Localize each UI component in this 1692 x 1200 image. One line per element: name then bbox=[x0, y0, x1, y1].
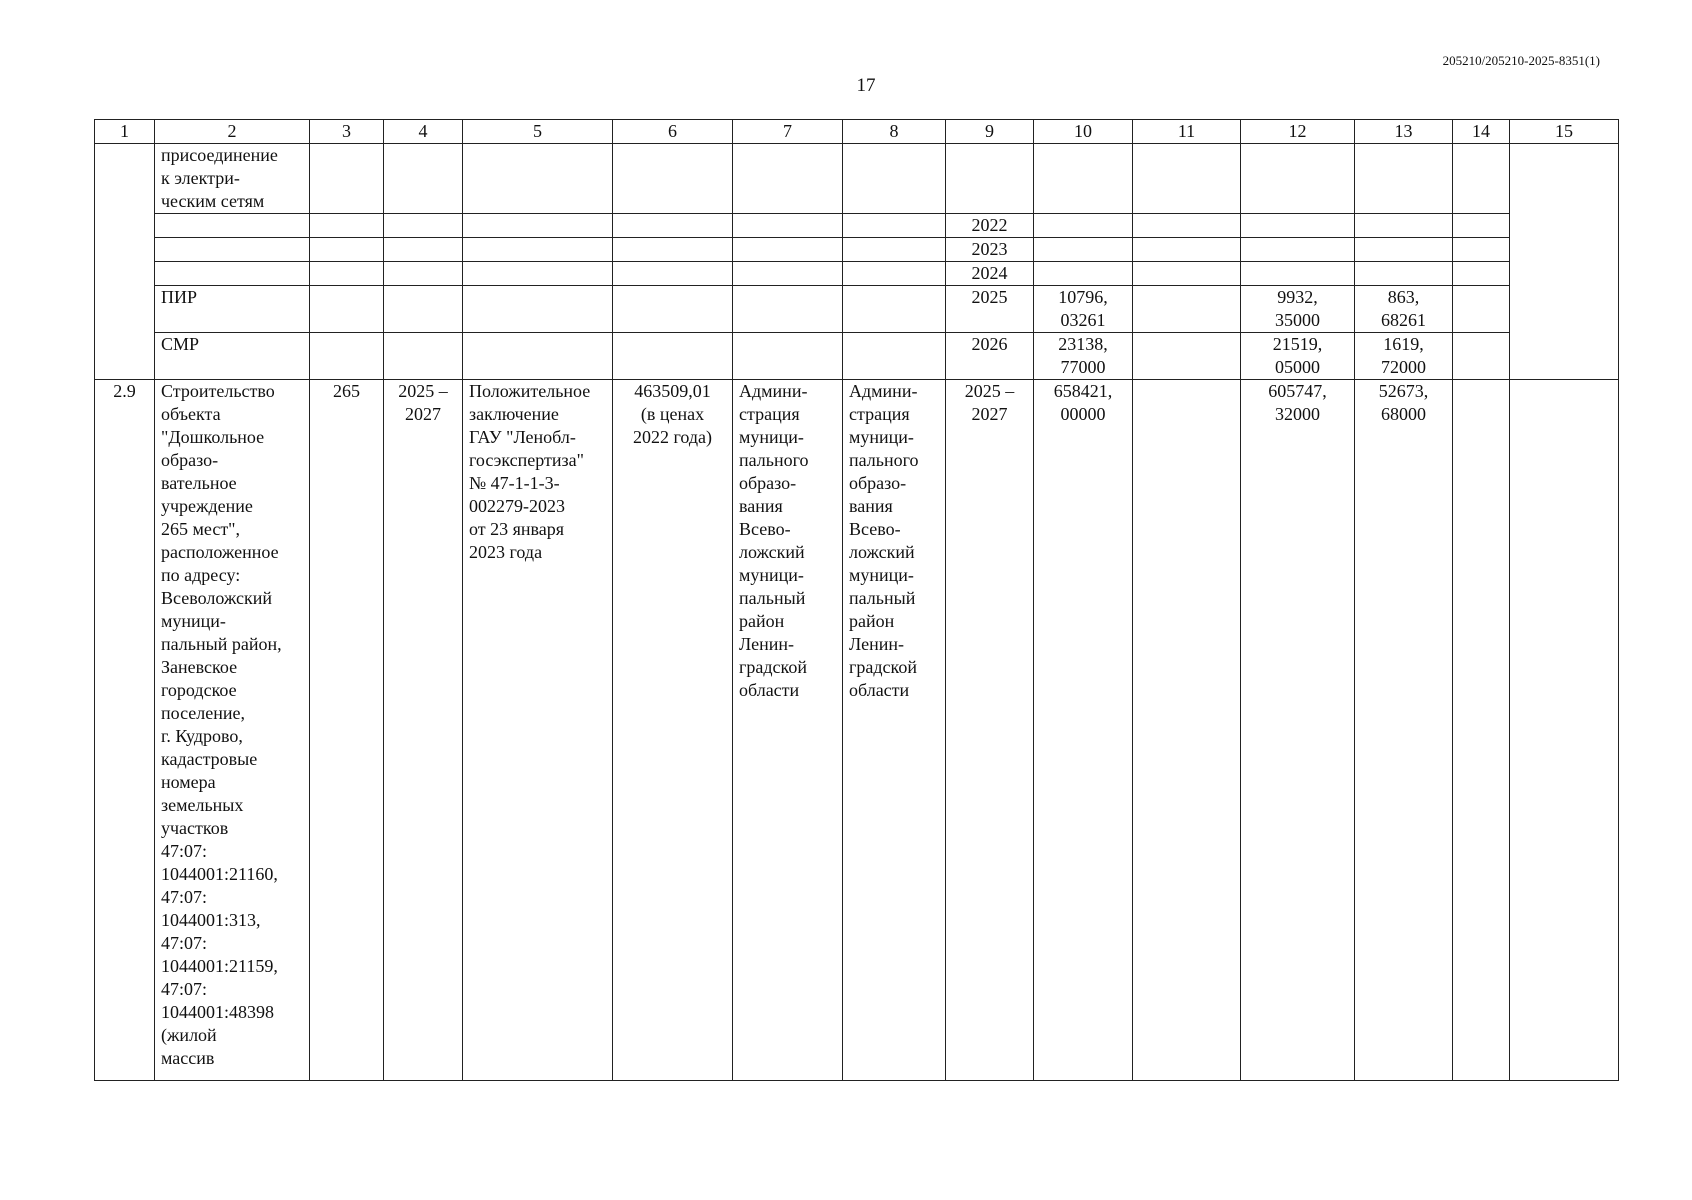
cell-amount: 658421, 00000 bbox=[1034, 380, 1133, 1081]
cell-empty bbox=[843, 214, 946, 238]
cell-empty bbox=[384, 144, 463, 214]
cell-empty bbox=[1133, 214, 1241, 238]
cell-empty bbox=[1133, 262, 1241, 286]
cell-empty bbox=[843, 286, 946, 333]
col-header: 11 bbox=[1133, 120, 1241, 144]
cell-empty bbox=[1453, 333, 1510, 380]
cell-empty bbox=[310, 262, 384, 286]
cell-empty bbox=[1453, 214, 1510, 238]
cell-empty bbox=[1034, 214, 1133, 238]
cell-stage: СМР bbox=[155, 333, 310, 380]
cell-empty bbox=[1034, 262, 1133, 286]
cell-empty bbox=[1453, 286, 1510, 333]
cell-period: 2025 – 2027 bbox=[384, 380, 463, 1081]
cell-empty bbox=[463, 286, 613, 333]
cell-empty bbox=[733, 333, 843, 380]
table-row bbox=[95, 144, 1619, 214]
cell-empty bbox=[1453, 144, 1510, 214]
col-header: 15 bbox=[1510, 120, 1619, 144]
col-header: 8 bbox=[843, 120, 946, 144]
cell-developer: Админи- страция муници- пального образо- вания Всево- ложский муници- пальный район Ленин- градской области bbox=[843, 380, 946, 1081]
cell-empty bbox=[1355, 238, 1453, 262]
cell-empty bbox=[613, 286, 733, 333]
cell-year: 2024 bbox=[946, 262, 1034, 286]
cell-empty bbox=[310, 286, 384, 333]
cell-empty bbox=[1510, 380, 1619, 1081]
cell-empty bbox=[463, 238, 613, 262]
cell-empty bbox=[1241, 262, 1355, 286]
cell-empty bbox=[1133, 144, 1241, 214]
cell-amount: 863, 68261 bbox=[1355, 286, 1453, 333]
cell-empty bbox=[1133, 286, 1241, 333]
cell-customer: Админи- страция муници- пального образо- вания Всево- ложский муници- пальный район Ленин- градской области bbox=[733, 380, 843, 1081]
cell-item-number: 2.9 bbox=[95, 380, 155, 1081]
cell-empty bbox=[1453, 380, 1510, 1081]
table-row bbox=[95, 214, 1619, 238]
cell-period: 2025 – 2027 bbox=[946, 380, 1034, 1081]
table-row bbox=[95, 262, 1619, 286]
cell-empty bbox=[733, 286, 843, 333]
table-row bbox=[95, 286, 1619, 333]
cell-empty bbox=[946, 144, 1034, 214]
cell-empty bbox=[95, 144, 155, 380]
cell-empty bbox=[155, 262, 310, 286]
cell-empty bbox=[463, 333, 613, 380]
cell-year: 2022 bbox=[946, 214, 1034, 238]
cell-conclusion: Положительное заключение ГАУ "Ленобл- госэкспертиза" № 47-1-1-3- 002279-2023 от 23 января 2023 года bbox=[463, 380, 613, 1081]
cell-empty bbox=[1241, 144, 1355, 214]
cell-empty bbox=[733, 238, 843, 262]
cell-empty bbox=[613, 238, 733, 262]
cell-empty bbox=[1453, 238, 1510, 262]
cell-empty bbox=[384, 238, 463, 262]
cell-cost: 463509,01 (в ценах 2022 года) bbox=[613, 380, 733, 1081]
cell-description: присоединение к электри- ческим сетям bbox=[155, 144, 310, 214]
cell-empty bbox=[310, 214, 384, 238]
cell-empty bbox=[1133, 238, 1241, 262]
col-header: 4 bbox=[384, 120, 463, 144]
cell-empty bbox=[310, 144, 384, 214]
col-header: 3 bbox=[310, 120, 384, 144]
cell-empty bbox=[613, 333, 733, 380]
cell-empty bbox=[1241, 214, 1355, 238]
cell-empty bbox=[463, 262, 613, 286]
data-table bbox=[94, 119, 1619, 1081]
cell-empty bbox=[463, 144, 613, 214]
cell-amount: 21519, 05000 bbox=[1241, 333, 1355, 380]
col-header: 7 bbox=[733, 120, 843, 144]
col-header: 10 bbox=[1034, 120, 1133, 144]
cell-empty bbox=[1241, 238, 1355, 262]
col-header: 13 bbox=[1355, 120, 1453, 144]
cell-year: 2026 bbox=[946, 333, 1034, 380]
table-row bbox=[95, 333, 1619, 380]
column-header-row bbox=[95, 120, 1619, 144]
document-id: 205210/205210-2025-8351(1) bbox=[1442, 53, 1600, 68]
cell-empty bbox=[1355, 262, 1453, 286]
col-header: 5 bbox=[463, 120, 613, 144]
col-header: 12 bbox=[1241, 120, 1355, 144]
cell-empty bbox=[733, 262, 843, 286]
col-header: 6 bbox=[613, 120, 733, 144]
cell-empty bbox=[384, 286, 463, 333]
cell-empty bbox=[1355, 144, 1453, 214]
cell-empty bbox=[384, 262, 463, 286]
cell-empty bbox=[843, 333, 946, 380]
cell-empty bbox=[310, 333, 384, 380]
cell-empty bbox=[843, 238, 946, 262]
cell-empty bbox=[155, 238, 310, 262]
cell-empty bbox=[613, 262, 733, 286]
cell-empty bbox=[1355, 214, 1453, 238]
cell-empty bbox=[384, 333, 463, 380]
cell-empty bbox=[384, 214, 463, 238]
col-header: 9 bbox=[946, 120, 1034, 144]
cell-amount: 1619, 72000 bbox=[1355, 333, 1453, 380]
cell-empty bbox=[1133, 380, 1241, 1081]
cell-amount: 605747, 32000 bbox=[1241, 380, 1355, 1081]
cell-description: Строительство объекта "Дошкольное образо- вательное учреждение 265 мест", расположенное по адресу: Всеволожский муници- пальный район, Заневское городское поселение, г. Кудрово, кадастровые номера земельных участков 47:07: 1044001:21160, 47:07: 1044001:313, 47:07: 1044001:21159, 47:07: 1044001:48398 (жилой массив bbox=[155, 380, 310, 1081]
cell-empty bbox=[733, 144, 843, 214]
table-row bbox=[95, 238, 1619, 262]
cell-empty bbox=[155, 214, 310, 238]
cell-empty bbox=[1510, 144, 1619, 380]
cell-empty bbox=[843, 144, 946, 214]
col-header: 14 bbox=[1453, 120, 1510, 144]
cell-capacity: 265 bbox=[310, 380, 384, 1081]
cell-amount: 23138, 77000 bbox=[1034, 333, 1133, 380]
cell-amount: 10796, 03261 bbox=[1034, 286, 1133, 333]
col-header: 2 bbox=[155, 120, 310, 144]
cell-empty bbox=[733, 214, 843, 238]
cell-empty bbox=[1034, 238, 1133, 262]
cell-amount: 9932, 35000 bbox=[1241, 286, 1355, 333]
cell-empty bbox=[1034, 144, 1133, 214]
page-number: 17 bbox=[856, 75, 876, 96]
cell-stage: ПИР bbox=[155, 286, 310, 333]
cell-empty bbox=[1453, 262, 1510, 286]
cell-year: 2025 bbox=[946, 286, 1034, 333]
cell-empty bbox=[1133, 333, 1241, 380]
col-header: 1 bbox=[95, 120, 155, 144]
cell-empty bbox=[463, 214, 613, 238]
cell-empty bbox=[310, 238, 384, 262]
cell-empty bbox=[613, 214, 733, 238]
cell-amount: 52673, 68000 bbox=[1355, 380, 1453, 1081]
cell-year: 2023 bbox=[946, 238, 1034, 262]
cell-empty bbox=[613, 144, 733, 214]
table-row bbox=[95, 380, 1619, 1081]
cell-empty bbox=[843, 262, 946, 286]
